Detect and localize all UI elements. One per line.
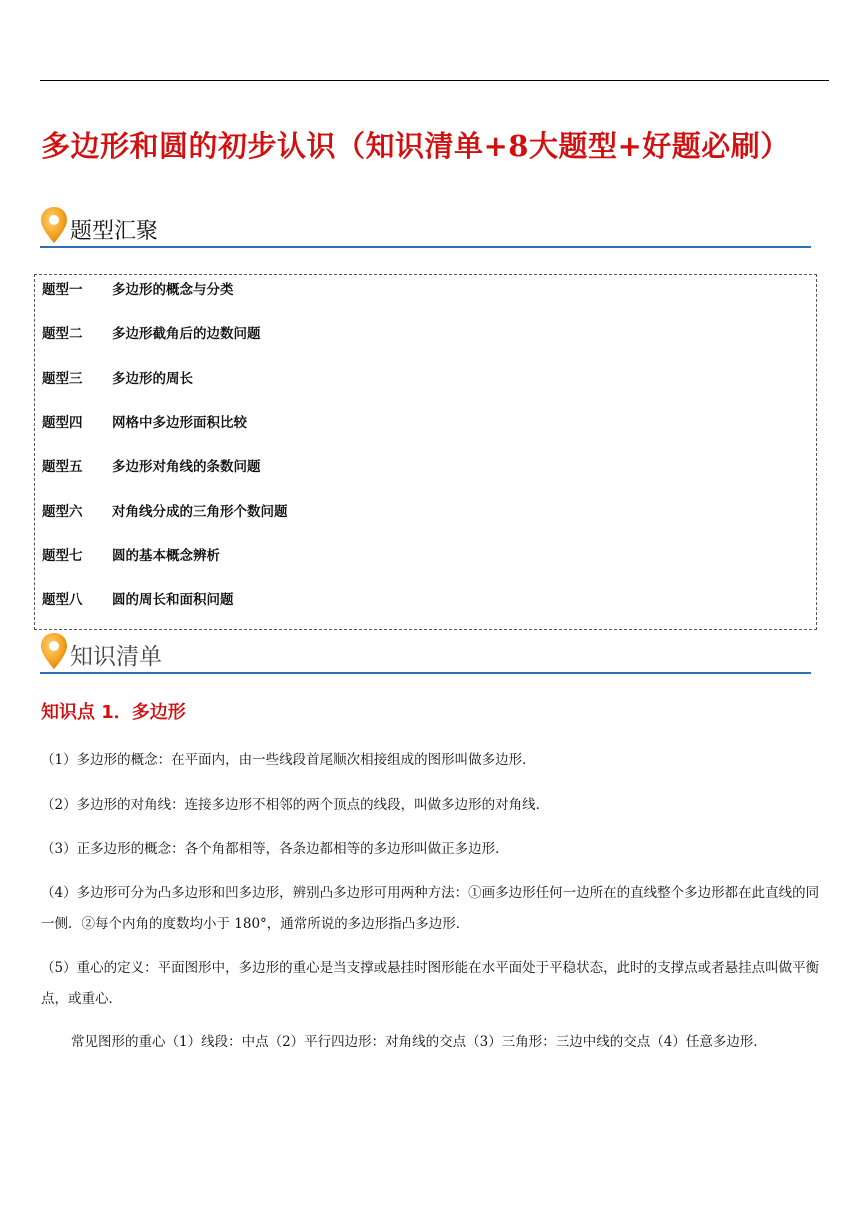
knowledge-paragraph: 常见图形的重心（1）线段：中点（2）平行四边形：对角线的交点（3）三角形：三边中线的交点（4）任意多边形． bbox=[71, 1034, 767, 1050]
document-title: 多边形和圆的初步认识（知识清单+8大题型+好题必刷） bbox=[41, 129, 790, 163]
section-heading-knowledge bbox=[40, 632, 811, 674]
type-item: 题型一 多边形的概念与分类 bbox=[42, 282, 234, 298]
location-pin-icon bbox=[40, 632, 70, 670]
knowledge-paragraph: （5）重心的定义：平面图形中，多边形的重心是当支撑或悬挂时图形能在水平面处于平稳状态，此时的支撑点或者悬挂点叫做平衡点，或重心． bbox=[41, 960, 820, 1007]
knowledge-point-title: 知识点 1．多边形 bbox=[41, 702, 186, 723]
types-list-box bbox=[34, 274, 817, 630]
section-title-knowledge: 知识清单 bbox=[70, 644, 162, 670]
type-item: 题型四 网格中多边形面积比较 bbox=[42, 415, 247, 431]
type-item: 题型八 圆的周长和面积问题 bbox=[42, 592, 234, 608]
knowledge-paragraph: （4）多边形可分为凸多边形和凹多边形，辨别凸多边形可用两种方法：①画多边形任何一边所在的直线整个多边形都在此直线的同一侧．②每个内角的度数均小于 180°，通常所说的多边形指凸多边形． bbox=[41, 885, 820, 932]
location-pin-icon bbox=[40, 206, 70, 244]
header-rule bbox=[40, 80, 829, 81]
type-item: 题型三 多边形的周长 bbox=[42, 371, 193, 387]
section-title-types: 题型汇聚 bbox=[70, 219, 159, 244]
type-item: 题型七 圆的基本概念辨析 bbox=[42, 548, 220, 564]
type-item: 题型五 多边形对角线的条数问题 bbox=[42, 459, 261, 475]
section-heading-types bbox=[40, 206, 811, 248]
knowledge-paragraph: （1）多边形的概念：在平面内，由一些线段首尾顺次相接组成的图形叫做多边形． bbox=[41, 752, 536, 768]
knowledge-paragraph: （2）多边形的对角线：连接多边形不相邻的两个顶点的线段，叫做多边形的对角线． bbox=[41, 797, 550, 813]
type-item: 题型六 对角线分成的三角形个数问题 bbox=[42, 504, 288, 520]
knowledge-paragraph: （3）正多边形的概念：各个角都相等，各条边都相等的多边形叫做正多边形． bbox=[41, 841, 509, 857]
type-item: 题型二 多边形截角后的边数问题 bbox=[42, 326, 261, 342]
